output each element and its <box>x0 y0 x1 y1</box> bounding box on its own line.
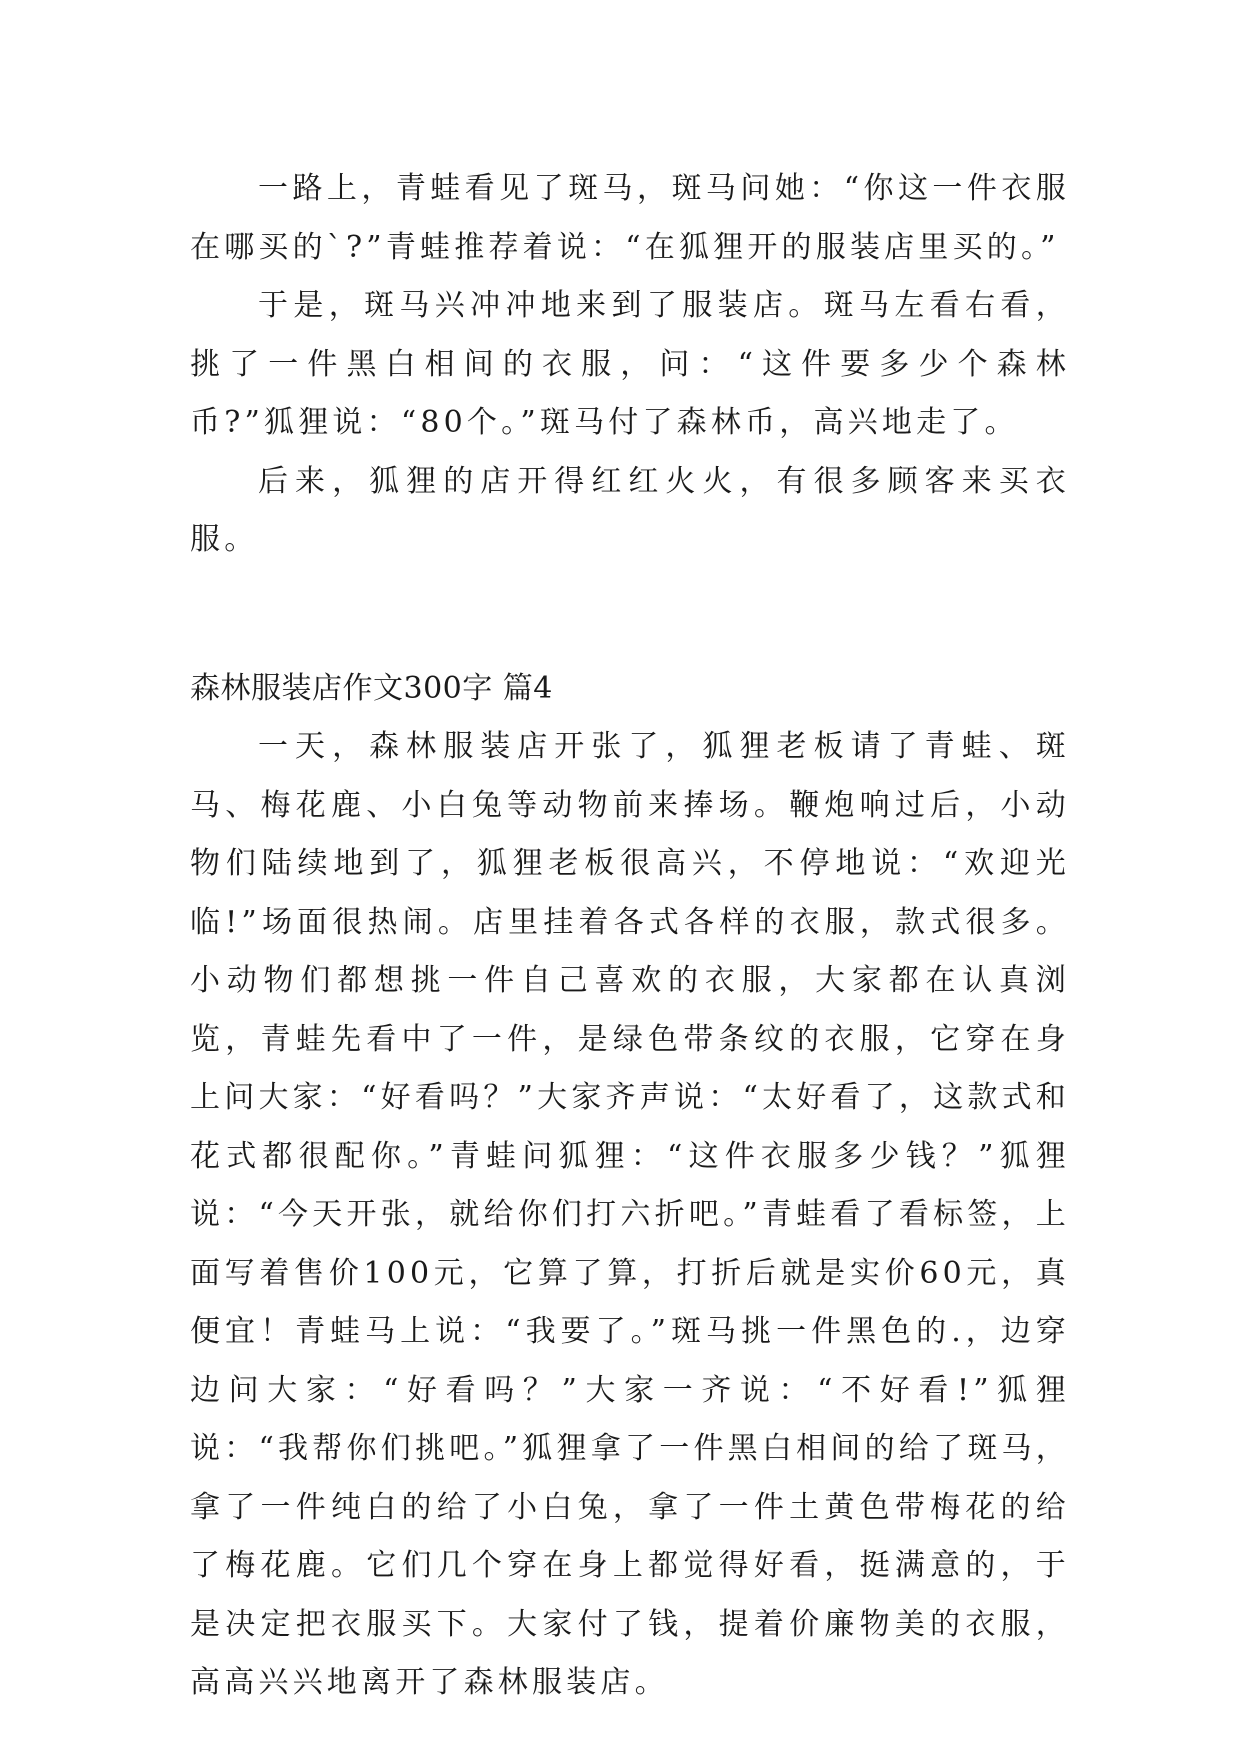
paragraph-shop-prospers: 后来，狐狸的店开得红红火火，有很多顾客来买衣服。 <box>190 463 1070 557</box>
paragraph-frog-meets-zebra: 一路上，青蛙看见了斑马，斑马问她：“你这一件衣服在哪买的`?”青蛙推荐着说：“在狐狸开的服装店里买的。” <box>190 171 1070 265</box>
section-heading: 森林服装店作文300字 篇4 <box>190 670 553 706</box>
paragraph-shop-opening: 一天，森林服装店开张了，狐狸老板请了青蛙、斑马、梅花鹿、小白兔等动物前来捧场。鞭炮响过后，小动物们陆续地到了，狐狸老板很高兴，不停地说：“欢迎光临!”场面很热闹。店里挂着各式各样的衣服，款式很多。小动物们都想挑一件自己喜欢的衣服，大家都在认真浏览，青蛙先看中了一件，是绿色带条纹的衣服，它穿在身上问大家：“好看吗？”大家齐声说：“太好看了，这款式和花式都很配你。”青蛙问狐狸：“这件衣服多少钱？”狐狸说：“今天开张，就给你们打六折吧。”青蛙看了看标签，上面写着售价100元，它算了算，打折后就是实价60元，真便宜！青蛙马上说：“我要了。”斑马挑一件黑色的.，边穿边问大家：“好看吗？”大家一齐说：“不好看!”狐狸说：“我帮你们挑吧。”狐狸拿了一件黑白相间的给了斑马，拿了一件纯白的给了小白兔，拿了一件土黄色带梅花的给了梅花鹿。它们几个穿在身上都觉得好看，挺满意的，于是决定把衣服买下。大家付了钱，提着价廉物美的衣服，高高兴兴地离开了森林服装店。 <box>190 729 1070 1700</box>
article-body <box>190 160 1070 1713</box>
paragraph-zebra-buys-clothes: 于是，斑马兴冲冲地来到了服装店。斑马左看右看，挑了一件黑白相间的衣服，问：“这件要多少个森林币?”狐狸说：“80个。”斑马付了森林币，高兴地走了。 <box>190 288 1070 440</box>
